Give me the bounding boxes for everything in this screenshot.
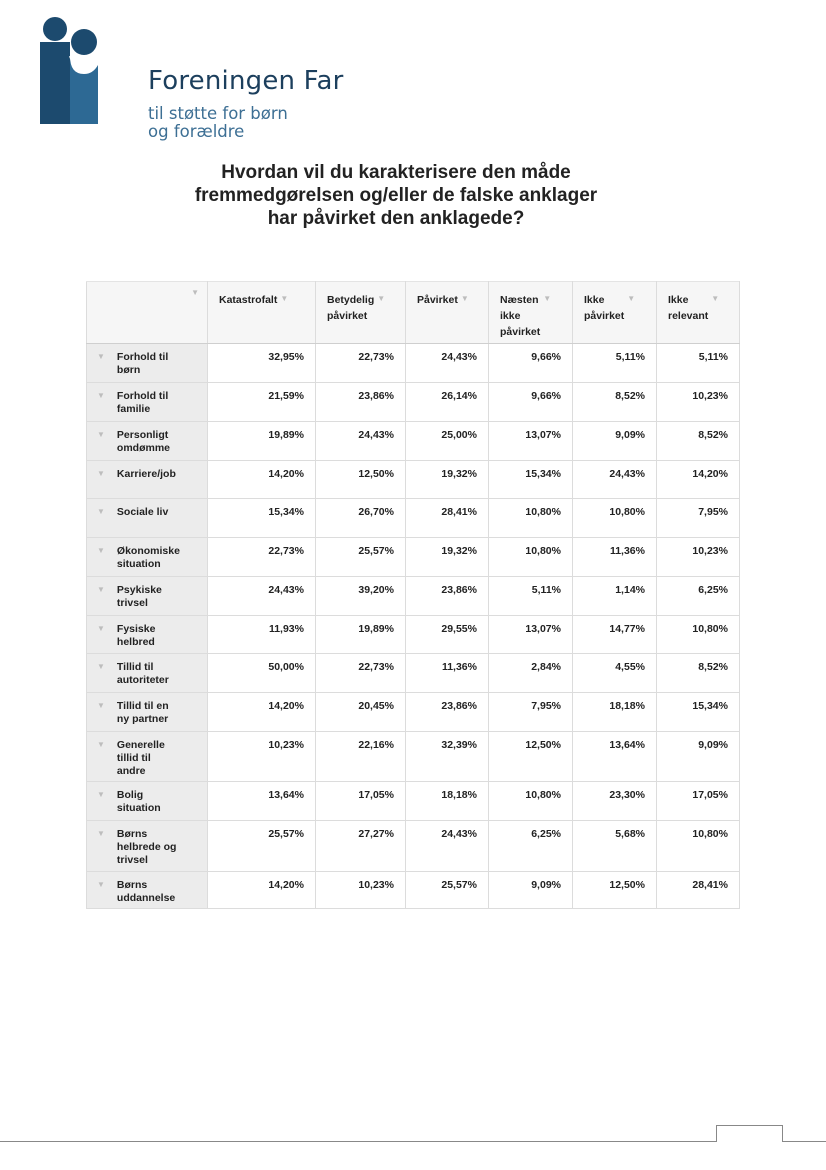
table-cell-value: 10,80% (657, 616, 740, 654)
row-header-content (87, 344, 207, 377)
table-cell-value: 13,64% (573, 732, 657, 782)
table-cell-value: 21,59% (208, 383, 316, 422)
row-header[interactable] (87, 821, 208, 872)
row-caret-icon[interactable]: ▼ (97, 662, 105, 671)
row-label: Forhold til familie (116, 390, 169, 415)
table-cell-value: 10,23% (657, 538, 740, 577)
column-header-label: Næsten ikke påvirket (500, 294, 541, 338)
table-cell-value: 7,95% (489, 693, 573, 732)
row-caret-icon[interactable]: ▼ (97, 391, 105, 400)
table-cell-value: 26,14% (406, 383, 489, 422)
row-caret-icon[interactable]: ▼ (97, 701, 105, 710)
table-cell-value: 10,23% (316, 872, 406, 909)
sort-caret-icon[interactable]: ▼ (460, 294, 469, 303)
row-caret-icon[interactable]: ▼ (97, 829, 105, 838)
table-cell-value: 18,18% (406, 782, 489, 821)
row-header-content (87, 872, 207, 905)
footer-rule (0, 1141, 826, 1142)
row-header[interactable] (87, 872, 208, 909)
row-header-content (87, 782, 207, 815)
table-cell-value: 10,80% (573, 499, 657, 538)
row-header-content (87, 422, 207, 455)
table-row (87, 344, 740, 383)
table-cell-value: 15,34% (208, 499, 316, 538)
table-cell-value: 10,80% (489, 538, 573, 577)
row-header-content (87, 693, 207, 726)
table-cell-value: 28,41% (406, 499, 489, 538)
table-row (87, 422, 740, 461)
page-number-tab (716, 1125, 783, 1142)
table-cell-value: 10,23% (208, 732, 316, 782)
table-cell-value: 10,80% (489, 499, 573, 538)
table-row (87, 499, 740, 538)
table-cell-value: 14,20% (657, 461, 740, 499)
row-label: Børns helbrede og trivsel (116, 828, 177, 866)
column-header[interactable] (316, 282, 406, 344)
table-cell-value: 4,55% (573, 654, 657, 693)
table-cell-value: 32,39% (406, 732, 489, 782)
table-cell-value: 32,95% (208, 344, 316, 383)
row-header[interactable] (87, 577, 208, 616)
row-caret-icon[interactable]: ▼ (97, 585, 105, 594)
column-header-label: Betydelig påvirket (327, 294, 375, 322)
table-cell-value: 14,20% (208, 461, 316, 499)
table-cell-value: 22,73% (208, 538, 316, 577)
table-row (87, 654, 740, 693)
table-cell-value: 24,43% (316, 422, 406, 461)
row-label: Sociale liv (116, 506, 169, 518)
row-label: Generelle tillid til andre (116, 739, 165, 777)
row-caret-icon[interactable]: ▼ (97, 880, 105, 889)
table-cell-value: 17,05% (657, 782, 740, 821)
table-cell-value: 5,11% (657, 344, 740, 383)
table-cell-value: 18,18% (573, 693, 657, 732)
logo-tagline-line2: og forældre (148, 122, 245, 141)
table-row (87, 782, 740, 821)
table-row (87, 461, 740, 499)
column-header-label: Ikke påvirket (584, 294, 625, 322)
row-header[interactable] (87, 383, 208, 422)
row-caret-icon[interactable]: ▼ (97, 352, 105, 361)
row-header-content (87, 383, 207, 416)
table-cell-value: 11,93% (208, 616, 316, 654)
row-caret-icon[interactable]: ▼ (97, 546, 105, 555)
row-label: Fysiske helbred (116, 623, 156, 648)
logo-figures-icon (38, 16, 100, 124)
table-corner-cell (87, 282, 208, 344)
row-header-content (87, 461, 207, 481)
table-cell-value: 50,00% (208, 654, 316, 693)
row-label: Karriere/job (116, 468, 176, 480)
row-label: Forhold til børn (116, 351, 169, 376)
table-cell-value: 9,09% (573, 422, 657, 461)
table-cell-value: 13,64% (208, 782, 316, 821)
table-cell-value: 9,09% (657, 732, 740, 782)
table-cell-value: 5,11% (489, 577, 573, 616)
row-caret-icon[interactable]: ▼ (97, 469, 105, 478)
row-header[interactable] (87, 461, 208, 499)
table-cell-value: 24,43% (406, 821, 489, 872)
row-header-content (87, 732, 207, 778)
table-cell-value: 12,50% (573, 872, 657, 909)
sort-caret-icon[interactable]: ▼ (280, 294, 289, 303)
survey-question: Hvordan vil du karakterisere den måde fremmedgørelsen og/eller de falske anklager har påvirket den anklagede? (194, 162, 598, 229)
table-cell-value: 11,36% (573, 538, 657, 577)
row-header[interactable] (87, 782, 208, 821)
row-header[interactable] (87, 499, 208, 538)
table-cell-value: 8,52% (657, 654, 740, 693)
table-cell-value: 27,27% (316, 821, 406, 872)
table-cell-value: 23,86% (316, 383, 406, 422)
table-cell-value: 6,25% (489, 821, 573, 872)
table-cell-value: 14,20% (208, 872, 316, 909)
table-cell-value: 12,50% (316, 461, 406, 499)
table-cell-value: 26,70% (316, 499, 406, 538)
column-header-content (489, 282, 572, 340)
column-header-label: Ikke relevant (668, 294, 709, 322)
table-cell-value: 19,89% (208, 422, 316, 461)
table-row (87, 616, 740, 654)
row-header-content (87, 821, 207, 867)
table-cell-value: 29,55% (406, 616, 489, 654)
row-label: Tillid til en ny partner (116, 700, 169, 725)
row-label: Psykiske trivsel (116, 584, 162, 609)
sort-caret-icon[interactable]: ▼ (711, 294, 720, 303)
logo-tagline-line1: til støtte for børn (148, 104, 288, 123)
row-caret-icon[interactable]: ▼ (97, 507, 105, 516)
table-cell-value: 24,43% (573, 461, 657, 499)
results-table (86, 281, 740, 909)
table-cell-value: 19,32% (406, 538, 489, 577)
table-cell-value: 12,50% (489, 732, 573, 782)
row-label: Tillid til autoriteter (116, 661, 169, 686)
row-label: Personligt omdømme (116, 429, 171, 454)
table-cell-value: 14,20% (208, 693, 316, 732)
table-cell-value: 23,30% (573, 782, 657, 821)
table-cell-value: 25,57% (208, 821, 316, 872)
row-header-content (87, 538, 207, 571)
row-caret-icon[interactable]: ▼ (97, 624, 105, 633)
sort-caret-icon[interactable]: ▼ (543, 294, 552, 303)
table-cell-value: 22,73% (316, 654, 406, 693)
logo (38, 16, 344, 141)
row-header-content (87, 499, 207, 519)
table-cell-value: 8,52% (657, 422, 740, 461)
column-header-content (657, 282, 739, 324)
table-cell-value: 19,89% (316, 616, 406, 654)
table-cell-value: 8,52% (573, 383, 657, 422)
row-header-content (87, 577, 207, 610)
table-row (87, 732, 740, 782)
table-cell-value: 10,80% (489, 782, 573, 821)
row-label: Bolig situation (116, 789, 161, 814)
table-cell-value: 9,66% (489, 344, 573, 383)
row-caret-icon[interactable]: ▼ (97, 740, 105, 749)
table-cell-value: 1,14% (573, 577, 657, 616)
row-header[interactable] (87, 616, 208, 654)
table-cell-value: 25,00% (406, 422, 489, 461)
table-cell-value: 13,07% (489, 422, 573, 461)
row-sort-caret-icon[interactable]: ▼ (191, 288, 199, 297)
table-cell-value: 7,95% (657, 499, 740, 538)
row-label: Økonomiske situation (116, 545, 180, 570)
table-cell-value: 15,34% (489, 461, 573, 499)
table-row (87, 693, 740, 732)
table-cell-value: 6,25% (657, 577, 740, 616)
table-row (87, 577, 740, 616)
column-header-content (406, 282, 488, 308)
sort-caret-icon[interactable]: ▼ (377, 294, 386, 303)
table-cell-value: 5,11% (573, 344, 657, 383)
column-header-label: Katastrofalt (219, 294, 278, 306)
row-header[interactable] (87, 693, 208, 732)
table-cell-value: 23,86% (406, 693, 489, 732)
row-label: Børns uddannelse (116, 879, 176, 904)
logo-title: Foreningen Far (148, 66, 344, 96)
row-header[interactable] (87, 422, 208, 461)
table-cell-value: 24,43% (406, 344, 489, 383)
table-cell-value: 14,77% (573, 616, 657, 654)
table-cell-value: 25,57% (316, 538, 406, 577)
column-header[interactable] (657, 282, 740, 344)
column-header[interactable] (406, 282, 489, 344)
table-cell-value: 25,57% (406, 872, 489, 909)
table-cell-value: 5,68% (573, 821, 657, 872)
table-cell-value: 10,80% (657, 821, 740, 872)
table-cell-value: 22,16% (316, 732, 406, 782)
row-caret-icon[interactable]: ▼ (97, 430, 105, 439)
row-header-content (87, 654, 207, 687)
table-cell-value: 15,34% (657, 693, 740, 732)
column-header-content (208, 282, 315, 308)
table-cell-value: 24,43% (208, 577, 316, 616)
column-header-content (573, 282, 656, 324)
table-row (87, 821, 740, 872)
table-cell-value: 10,23% (657, 383, 740, 422)
row-header[interactable] (87, 344, 208, 383)
table-row (87, 538, 740, 577)
row-header-content (87, 616, 207, 649)
table-cell-value: 39,20% (316, 577, 406, 616)
sort-caret-icon[interactable]: ▼ (627, 294, 636, 303)
table-cell-value: 19,32% (406, 461, 489, 499)
table-cell-value: 22,73% (316, 344, 406, 383)
table-row (87, 383, 740, 422)
column-header[interactable] (573, 282, 657, 344)
row-caret-icon[interactable]: ▼ (97, 790, 105, 799)
table-cell-value: 17,05% (316, 782, 406, 821)
table-cell-value: 11,36% (406, 654, 489, 693)
table-cell-value: 9,66% (489, 383, 573, 422)
column-header-content (316, 282, 405, 324)
table-cell-value: 2,84% (489, 654, 573, 693)
table-cell-value: 9,09% (489, 872, 573, 909)
table-cell-value: 13,07% (489, 616, 573, 654)
table-header-row (87, 282, 740, 344)
table-cell-value: 23,86% (406, 577, 489, 616)
column-header[interactable] (489, 282, 573, 344)
column-header[interactable] (208, 282, 316, 344)
table-cell-value: 20,45% (316, 693, 406, 732)
row-header[interactable] (87, 654, 208, 693)
table-row (87, 872, 740, 909)
row-header[interactable] (87, 732, 208, 782)
column-header-label: Påvirket (417, 294, 458, 306)
row-header[interactable] (87, 538, 208, 577)
table-cell-value: 28,41% (657, 872, 740, 909)
